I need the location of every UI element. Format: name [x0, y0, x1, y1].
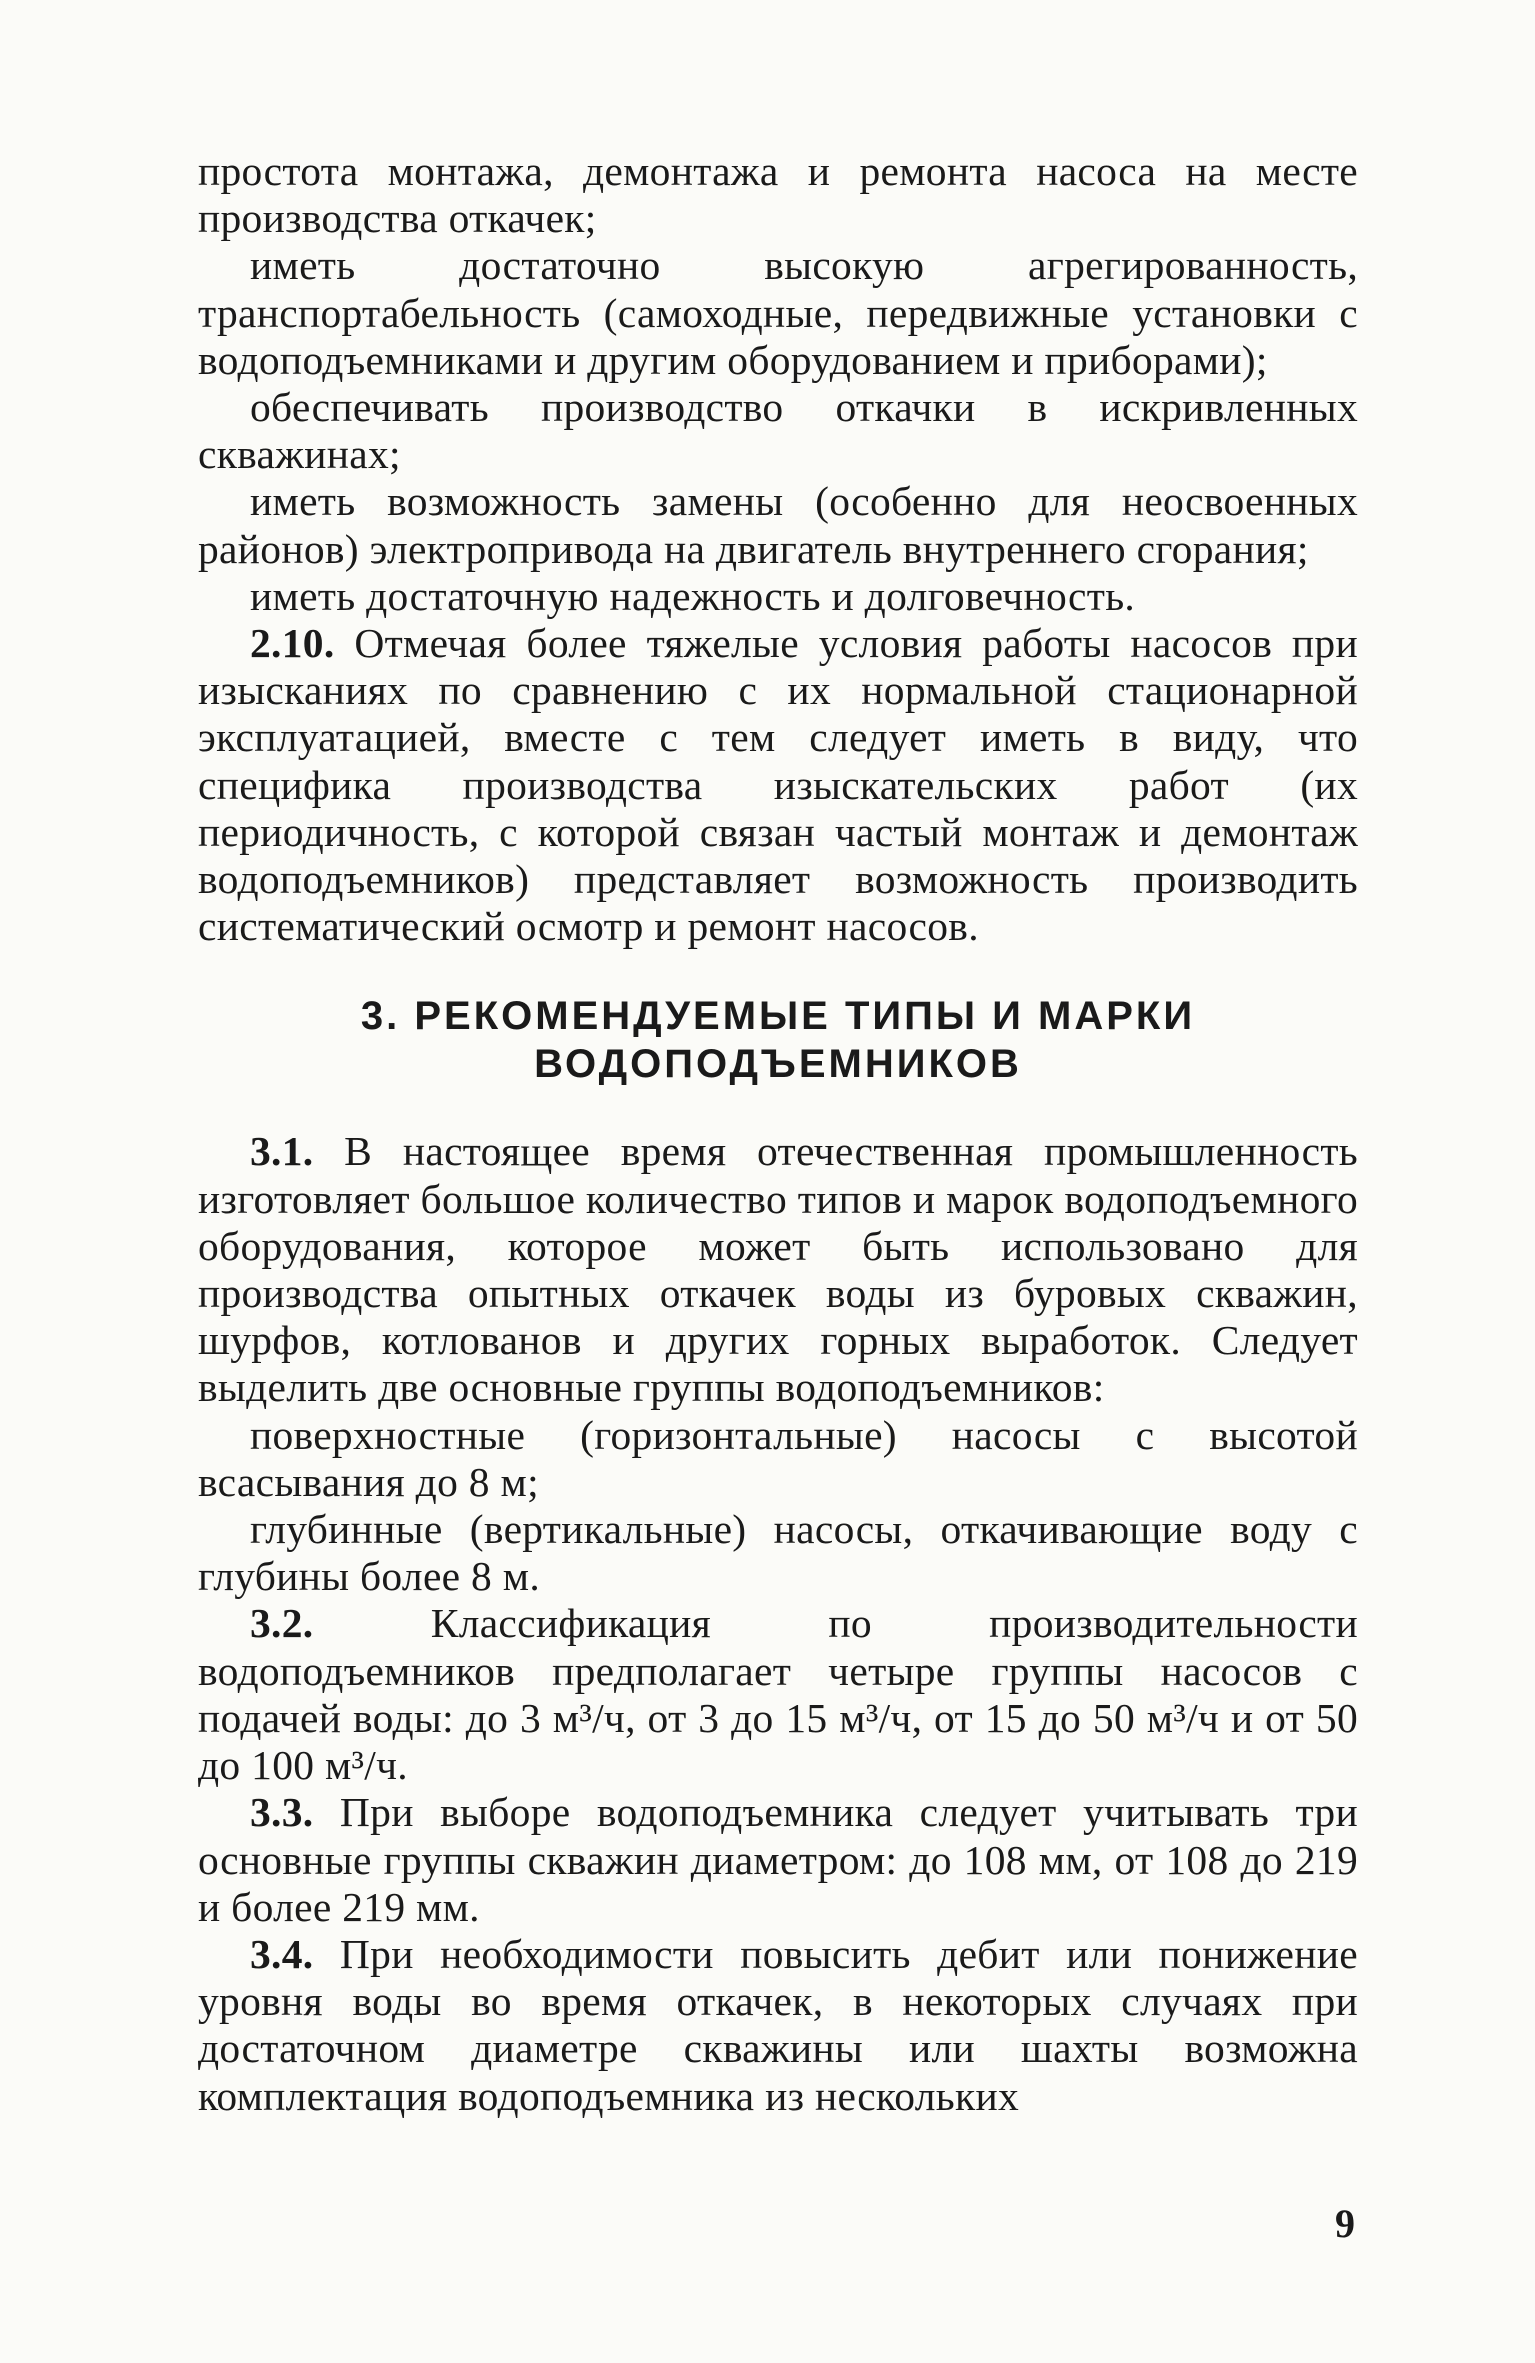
section-number: 2.10.	[250, 620, 335, 667]
section-number: 3.3.	[250, 1789, 314, 1836]
paragraph-curved-wells: обеспечивать производство откачки в искривленных скважинах;	[198, 384, 1358, 478]
page-body	[198, 148, 1358, 2120]
paragraph-reliability: иметь достаточную надежность и долговечность.	[250, 572, 1136, 619]
paragraph-aggregation: иметь достаточно высокую агрегированность, транспортабельность (самоходные, передвижные установки с водоподъемниками и другим оборудованием и приборами);	[198, 242, 1358, 383]
paragraph-engine-replacement: иметь возможность замены (особенно для неосвоенных районов) электропривода на двигатель внутреннего сгорания;	[198, 478, 1358, 572]
paragraph-2-10	[198, 620, 1358, 950]
paragraph-3-3	[198, 1789, 1358, 1931]
paragraph-3-1	[198, 1128, 1358, 1411]
section-number: 3.4.	[250, 1930, 314, 1977]
section-number: 3.1.	[250, 1128, 314, 1175]
paragraph-deep-pumps: глубинные (вертикальные) насосы, откачивающие воду с глубины более 8 м.	[198, 1506, 1358, 1600]
paragraph-3-4	[198, 1931, 1358, 2120]
paragraph-3-2	[198, 1600, 1358, 1789]
section-number: 3.2.	[250, 1600, 314, 1647]
heading-line-1: 3. РЕКОМЕНДУЕМЫЕ ТИПЫ И МАРКИ	[360, 994, 1196, 1039]
paragraph-text: Отмечая более тяжелые условия работы насосов при изысканиях по сравнению с их нормальной стационарной эксплуатацией, вместе с тем следует иметь в виду, что специфика производства изыскательских работ (их периодичность, с которой связан частый монтаж и демонтаж водоподъемников) представляет возможность производить систематический осмотр и ремонт насосов.	[198, 620, 1358, 950]
paragraph-text: Классификация по производительности водоподъемников предполагает четыре группы насосов с подачей воды: до 3 м³/ч, от 3 до 15 м³/ч, от 15 до 50 м³/ч и от 50 до 100 м³/ч.	[198, 1600, 1358, 1789]
heading-line-2: ВОДОПОДЪЕМНИКОВ	[534, 1042, 1022, 1087]
section-heading	[198, 992, 1358, 1088]
paragraph-ease-of-installation: простота монтажа, демонтажа и ремонта насоса на месте производства откачек;	[198, 148, 1358, 242]
page-number: 9	[1335, 2201, 1355, 2246]
paragraph-surface-pumps: поверхностные (горизонтальные) насосы с высотой всасывания до 8 м;	[198, 1411, 1358, 1505]
paragraph-text: При выборе водоподъемника следует учитывать три основные группы скважин диаметром: до 108 мм, от 108 до 219 и более 219 мм.	[198, 1789, 1358, 1930]
paragraph-text: В настоящее время отечественная промышленность изготовляет большое количество типов и марок водоподъемного оборудования, которое может быть использовано для производства опытных откачек воды из буровых скважин, шурфов, котлованов и других горных выработок. Следует выделить две основные группы водоподъемников:	[198, 1128, 1358, 1411]
paragraph-text: При необходимости повысить дебит или понижение уровня воды во время откачек, в некоторых случаях при достаточном диаметре скважины или шахты возможна комплектация водоподъемника из нескольких	[198, 1930, 1358, 2119]
